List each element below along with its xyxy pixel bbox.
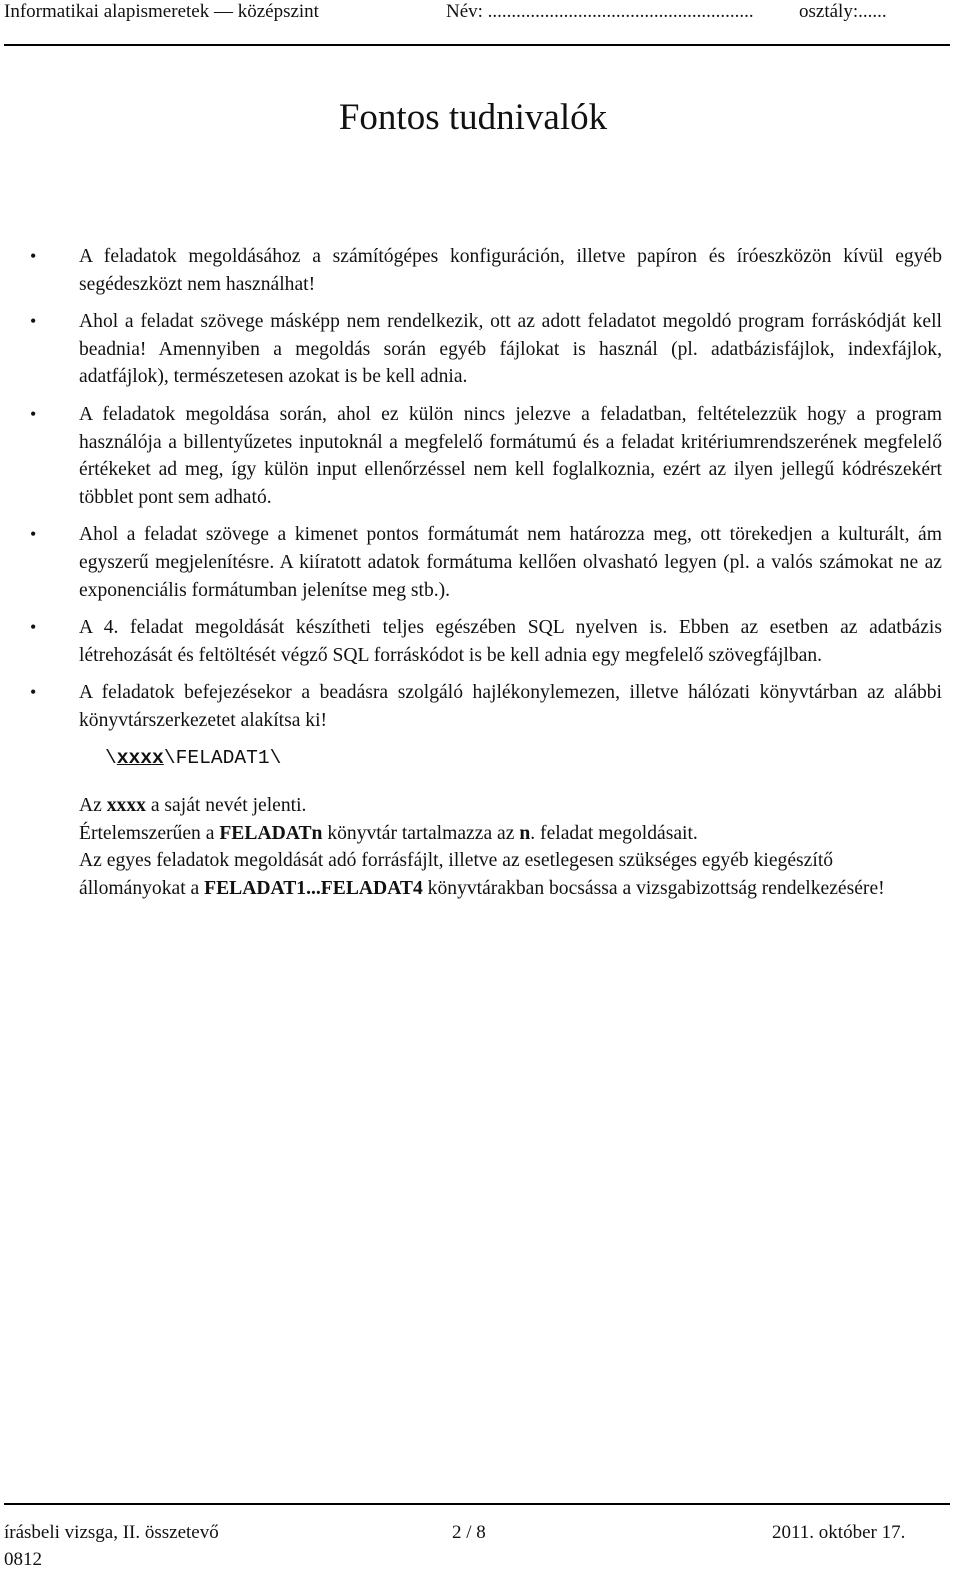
main-content xyxy=(30,243,942,902)
list-item xyxy=(30,243,942,298)
note-line xyxy=(30,792,942,820)
header-name-field: Név: ........................................................ xyxy=(446,1,754,22)
list-item-text: Ahol a feladat szövege a kimenet pontos formátumát nem határozza meg, ott törekedjen a kulturált, ám egyszerű megjelenítésre. A kiíratott adatok formátuma kellően olvasható legyen (pl. a valós számokat ne az exponenciális formátumban jelenítse meg stb.). xyxy=(79,524,942,601)
note-line xyxy=(30,847,942,902)
bullet-icon: • xyxy=(30,403,37,424)
note-bold: n xyxy=(519,822,531,844)
note-bold: FELADATn xyxy=(219,822,323,844)
header-class-field: osztály:...... xyxy=(799,1,887,22)
note-text: Az egyes feladatok megoldását adó forrásfájlt, illetve az esetlegesen szükséges egyéb kiegészítő állományokat a xyxy=(79,850,834,899)
note-text: . feladat megoldásait. xyxy=(530,822,698,844)
path-name: xxxx xyxy=(116,746,164,769)
list-item-text: Ahol a feladat szövege másképp nem rendelkezik, ott az adott feladatot megoldó program forráskódját kell beadnia! Amennyiben a megoldás során egyéb fájlokat is használ (pl. adatbázisfájlok, indexfájlok, adatfájlok), természetesen azokat is be kell adnia. xyxy=(79,311,942,388)
note-bold: FELADAT1...FELADAT4 xyxy=(204,877,423,899)
list-item xyxy=(30,308,942,391)
note-text: könyvtárakban bocsássa a vizsgabizottság rendelkezésére! xyxy=(422,877,885,899)
bullet-icon: • xyxy=(30,682,37,703)
footer-exam-part: írásbeli vizsga, II. összetevő xyxy=(4,1522,219,1543)
note-line xyxy=(30,820,942,848)
path-prefix: \ xyxy=(105,746,117,769)
list-item-text: A 4. feladat megoldását készítheti teljes egészében SQL nyelven is. Ebben az esetben az adatbázis létrehozását és feltöltését végző SQL forráskódot is be kell adnia egy megfelelő szövegfájlban. xyxy=(79,617,942,666)
page-title: Fontos tudnivalók xyxy=(338,97,608,138)
page-footer xyxy=(4,1503,950,1570)
rules-list xyxy=(30,243,942,735)
list-item xyxy=(30,401,942,511)
list-item-text: A feladatok megoldása során, ahol ez külön nincs jelezve a feladatban, feltételezzük hogy a program használója a billentyűzetes inputoknál a megfelelő formátumú és a feladat kritériumrendszerének megfelelő értékeket ad meg, így külön input ellenőrzéssel nem kell foglalkoznia, ezért az ilyen jellegű kódrészekért többlet pont sem adható. xyxy=(79,403,942,508)
note-text: a saját nevét jelenti. xyxy=(145,795,307,817)
page-number: 2 / 8 xyxy=(452,1522,486,1543)
bullet-icon: • xyxy=(30,246,37,266)
list-item-text: A feladatok befejezésekor a beadásra szolgáló hajlékonylemezen, illetve hálózati könyvtárban az alábbi könyvtárszerkezetet alakítsa ki! xyxy=(79,682,942,731)
notes xyxy=(30,792,942,902)
bullet-icon: • xyxy=(30,311,37,332)
list-item xyxy=(30,614,942,669)
bullet-icon: • xyxy=(30,617,37,638)
note-bold: xxxx xyxy=(106,795,146,817)
list-item xyxy=(30,521,942,604)
bullet-icon: • xyxy=(30,524,37,545)
footer-code: 0812 xyxy=(4,1549,42,1570)
footer-date: 2011. október 17. xyxy=(772,1522,906,1543)
directory-path xyxy=(105,745,942,773)
list-item-text: A feladatok megoldásához a számítógépes konfiguráción, illetve papíron és íróeszközön kívül egyéb segédeszközt nem használhat! xyxy=(79,246,942,295)
list-item xyxy=(30,679,942,734)
path-suffix: \FELADAT1\ xyxy=(163,746,282,769)
note-text: könyvtár tartalmazza az xyxy=(322,822,520,844)
note-text: Az xyxy=(79,795,107,817)
note-text: Értelemszerűen a xyxy=(79,822,220,844)
header-subject: Informatikai alapismeretek — középszint xyxy=(4,1,319,22)
page-header xyxy=(4,0,950,46)
